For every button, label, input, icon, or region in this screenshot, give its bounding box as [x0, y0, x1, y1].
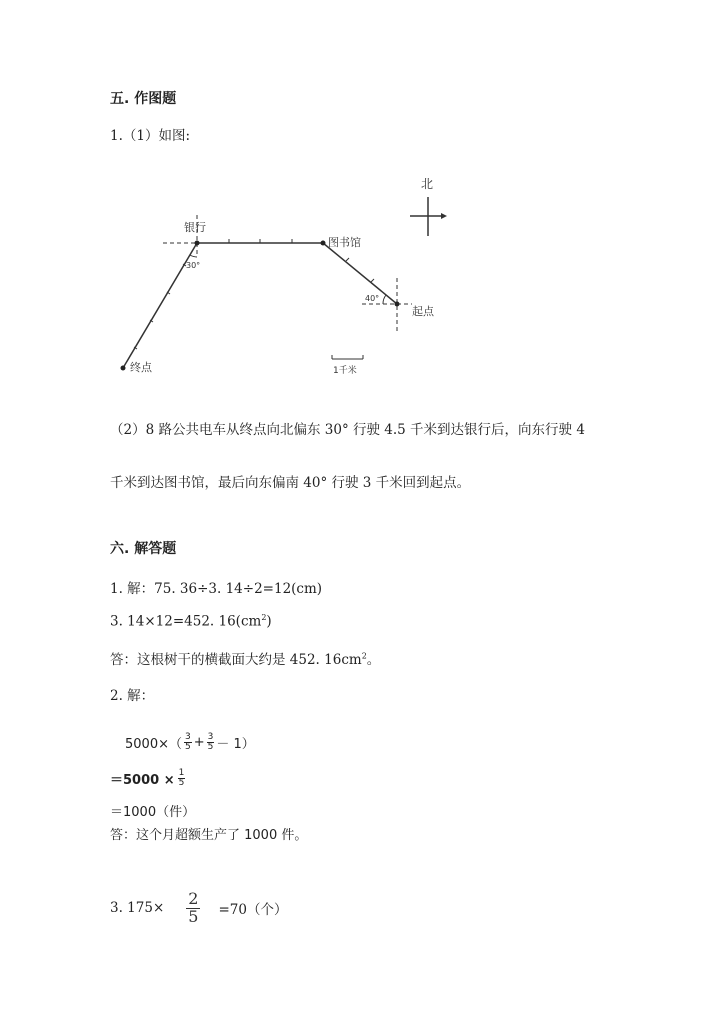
fraction-two-fifths: $\frac{2}{5}$ [188, 889, 199, 926]
start-angle-arc [383, 295, 386, 304]
question-1-part2-line2: 千米到达图书馆，最后向东偏南 40° 行驶 3 千米回到起点。 [110, 475, 471, 491]
solution-2-label: 2. 解： [110, 688, 155, 704]
bank-label: 银行 [184, 221, 206, 234]
section-6-heading: 六. 解答题 [110, 541, 177, 557]
solution-1-line2: 3. 14×12=452. $16(cm^2)$ [110, 613, 272, 630]
fraction-one-fifth: $\frac{1}{5}$ [178, 768, 185, 788]
fraction-three-fifths: $\frac{3}{5}$ [184, 732, 191, 752]
end-label: 终点 [130, 361, 152, 374]
compass-icon [410, 197, 447, 236]
route-diagram [0, 160, 720, 390]
section-5-heading: 五. 作图题 [110, 91, 177, 107]
solution-2-expression: 5000×（ $\frac{3}{5}$ + $\frac{3}{5}$ － 1） [125, 732, 255, 752]
start-angle-label: 40° [365, 294, 380, 303]
bank-angle-label: 30° [186, 261, 201, 270]
route-library-to-start [323, 243, 397, 304]
question-1-part2-line1: （2）8 路公共电车从终点向北偏东 30° 行驶 4.5 千米到达银行后，向东行驶 4 [110, 422, 585, 438]
fraction-three-fifths-2: $\frac{3}{5}$ [207, 732, 214, 752]
question-1-label: 1.（1）如图: [110, 128, 191, 144]
end-point [121, 366, 126, 371]
scale-bar [332, 355, 363, 359]
solution-1-line1: 1. 解：75. 36÷3. 14÷2=12(cm) [110, 581, 323, 597]
library-label: 图书馆 [328, 236, 361, 249]
bank-point [195, 241, 200, 246]
solution-2-step3: ＝1000（件） [110, 805, 196, 820]
solution-2-answer: 答：这个月超额生产了 1000 件。 [110, 828, 308, 843]
library-point [321, 241, 326, 246]
north-label: 北 [421, 177, 434, 191]
bank-angle-arc [190, 255, 197, 257]
solution-2-step2: ＝5000 × $\frac{1}{5}$ [110, 768, 185, 788]
solution-1-answer: 答：这根树干的横截面大约是 452. $16cm^2$。 [110, 651, 381, 668]
start-point [395, 302, 400, 307]
scale-label: 1千米 [333, 366, 357, 376]
start-label: 起点 [412, 305, 434, 318]
solution-3: 3. 175× $\frac{2}{5}$ =70（个） [110, 889, 288, 926]
